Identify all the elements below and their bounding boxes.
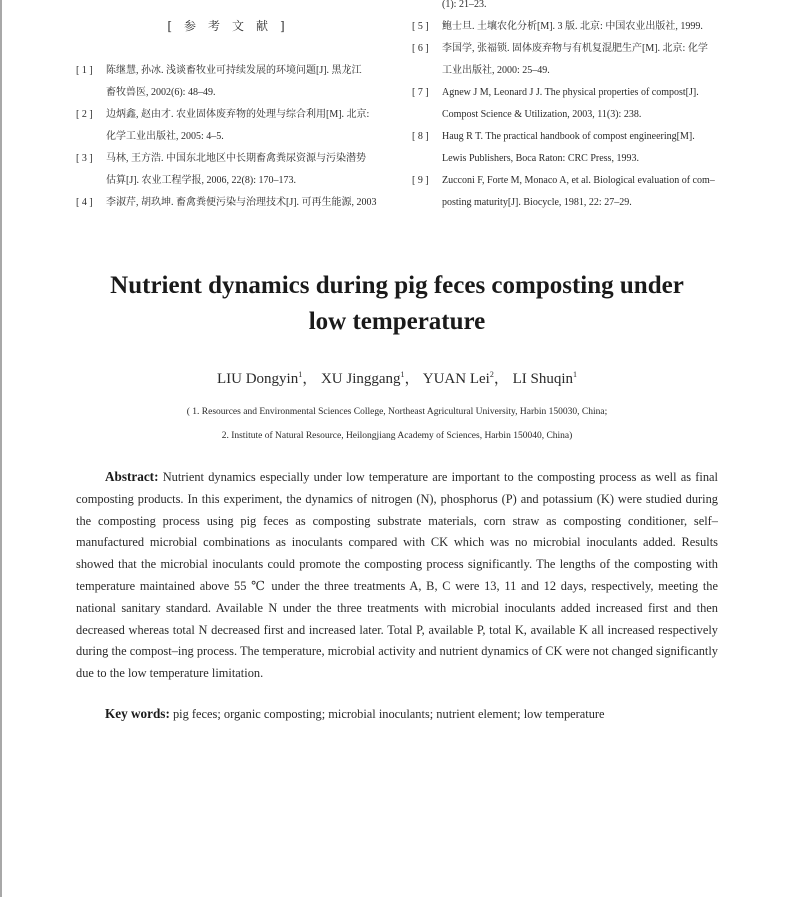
reference-line: Compost Science & Utilization, 2003, 11(3): 238. bbox=[442, 109, 642, 120]
page-edge-rule bbox=[0, 0, 2, 897]
title-line: low temperature bbox=[308, 308, 486, 335]
reference-line: Haug R T. The practical handbook of compost engineering[M]. bbox=[442, 131, 695, 142]
affiliation-line: 2. Institute of Natural Resource, Heilongjiang Academy of Sciences, Harbin 150040, China) bbox=[221, 431, 573, 441]
reference-number: [ 9 ] bbox=[412, 175, 429, 186]
reference-item bbox=[76, 192, 388, 214]
reference-line: 鲍士旦. 土壤农化分析[M]. 3 版. 北京: 中国农业出版社, 1999. bbox=[442, 21, 703, 32]
reference-text bbox=[442, 82, 722, 126]
reference-item bbox=[412, 82, 722, 126]
reference-text bbox=[442, 38, 722, 82]
reference-text bbox=[106, 104, 388, 148]
reference-line: 畜牧兽医, 2002(6): 48–49. bbox=[106, 87, 216, 98]
reference-number: [ 6 ] bbox=[412, 43, 429, 54]
author-name: LIU Dongyin bbox=[216, 371, 299, 387]
reference-number: [ 8 ] bbox=[412, 131, 429, 142]
author-name: YUAN Lei bbox=[422, 371, 490, 387]
abstract bbox=[76, 466, 718, 685]
references-right-column bbox=[412, 0, 722, 214]
reference-item bbox=[412, 16, 722, 38]
references-left-column bbox=[76, 60, 388, 214]
reference-line: Zucconi F, Forte M, Monaco A, et al. Biological evaluation of com– bbox=[442, 175, 715, 186]
reference-line: posting maturity[J]. Biocycle, 1981, 22: 27–29. bbox=[442, 197, 632, 208]
reference-line: 边炳鑫, 赵由才. 农业固体废弃物的处理与综合利用[M]. 北京: bbox=[106, 109, 370, 120]
reference-item bbox=[412, 126, 722, 170]
paper-title bbox=[80, 268, 714, 340]
reference-item bbox=[76, 60, 388, 104]
title-line: Nutrient dynamics during pig feces composting under bbox=[110, 272, 684, 299]
author-name: LI Shuqin bbox=[512, 371, 574, 387]
author-affiliation-mark: 1 bbox=[573, 370, 578, 379]
reference-number: [ 3 ] bbox=[76, 153, 93, 164]
keywords-label: Key words: bbox=[105, 706, 170, 721]
reference-line: 陈继慧, 孙冰. 浅谈畜牧业可持续发展的环境问题[J]. 黑龙江 bbox=[106, 65, 362, 76]
author-affiliation-mark: 1 bbox=[298, 370, 303, 379]
reference-item bbox=[412, 170, 722, 214]
reference-line: 化学工业出版社, 2005: 4–5. bbox=[106, 131, 224, 142]
reference-continuation: (1): 21–23. bbox=[442, 0, 487, 10]
keywords-text: pig feces; organic composting; microbial inoculants; nutrient element; low temperature bbox=[172, 707, 605, 721]
author-name: XU Jinggang bbox=[320, 371, 401, 387]
reference-number: [ 1 ] bbox=[76, 65, 93, 76]
author-separator: ， bbox=[493, 371, 509, 387]
author-separator: ， bbox=[404, 371, 420, 387]
affiliations bbox=[80, 400, 714, 448]
abstract-text: Nutrient dynamics especially under low temperature are important to the composting process as well as final composting products. In this experiment, the dynamics of nitrogen (N), phosphorus (P) and potassium (K) were studied during the composting process using pig feces as composting substrate materials, corn straw as composting conditioner, self–manufactured microbial combinations as inoculants compared with CK which was no microbial inoculants added. Results showed that the microbial inoculants could promote the composting process significantly. The lengths of the composting with temperature maintained above 55 ℃ under the three treatments A, B, C were 13, 11 and 12 days, respectively, meeting the national sanitary standard. Available N under the three treatments with microbial inoculants added increased first and then decreased whereas total N decreased first and increased later. Total P, available P, total K, available K all increased respectively during the compost–ing process. The temperature, microbial activity and nutrient dynamics of CK were not changed significantly due to the low temperature limitation. bbox=[76, 470, 718, 681]
reference-item bbox=[76, 104, 388, 148]
reference-number: [ 2 ] bbox=[76, 109, 93, 120]
reference-number: [ 4 ] bbox=[76, 197, 93, 208]
reference-text bbox=[106, 60, 388, 104]
reference-line: 李国学, 张福锁. 固体废弃物与有机复混肥生产[M]. 北京: 化学 bbox=[442, 43, 708, 54]
reference-line: 工业出版社, 2000: 25–49. bbox=[442, 65, 550, 76]
references-heading: [参考文献] bbox=[167, 19, 297, 33]
reference-line: Agnew J M, Leonard J J. The physical properties of compost[J]. bbox=[442, 87, 699, 98]
reference-line: 估算[J]. 农业工程学报, 2006, 22(8): 170–173. bbox=[106, 175, 296, 186]
reference-number: [ 7 ] bbox=[412, 87, 429, 98]
reference-item bbox=[76, 148, 388, 192]
reference-text bbox=[106, 192, 388, 214]
reference-line: 李淑芹, 胡玖坤. 畜禽粪便污染与治理技术[J]. 可再生能源, 2003 bbox=[106, 197, 377, 208]
reference-line: Lewis Publishers, Boca Raton: CRC Press, 1993. bbox=[442, 153, 639, 164]
reference-item bbox=[412, 38, 722, 82]
keywords bbox=[105, 706, 605, 722]
reference-number: [ 5 ] bbox=[412, 21, 429, 32]
affiliation-line: ( 1. Resources and Environmental Sciences College, Northeast Agricultural University, Harbin 150030, China; bbox=[186, 407, 608, 417]
reference-text bbox=[442, 126, 722, 170]
reference-text bbox=[442, 170, 722, 214]
reference-line: 马林, 王方浩. 中国东北地区中长期畜禽粪尿资源与污染潜势 bbox=[106, 153, 366, 164]
author-affiliation-mark: 2 bbox=[489, 370, 494, 379]
author-separator: ， bbox=[302, 371, 318, 387]
reference-text bbox=[442, 16, 722, 38]
reference-text bbox=[106, 148, 388, 192]
author-affiliation-mark: 1 bbox=[400, 370, 405, 379]
author-list bbox=[80, 367, 714, 388]
abstract-label: Abstract: bbox=[105, 469, 159, 484]
